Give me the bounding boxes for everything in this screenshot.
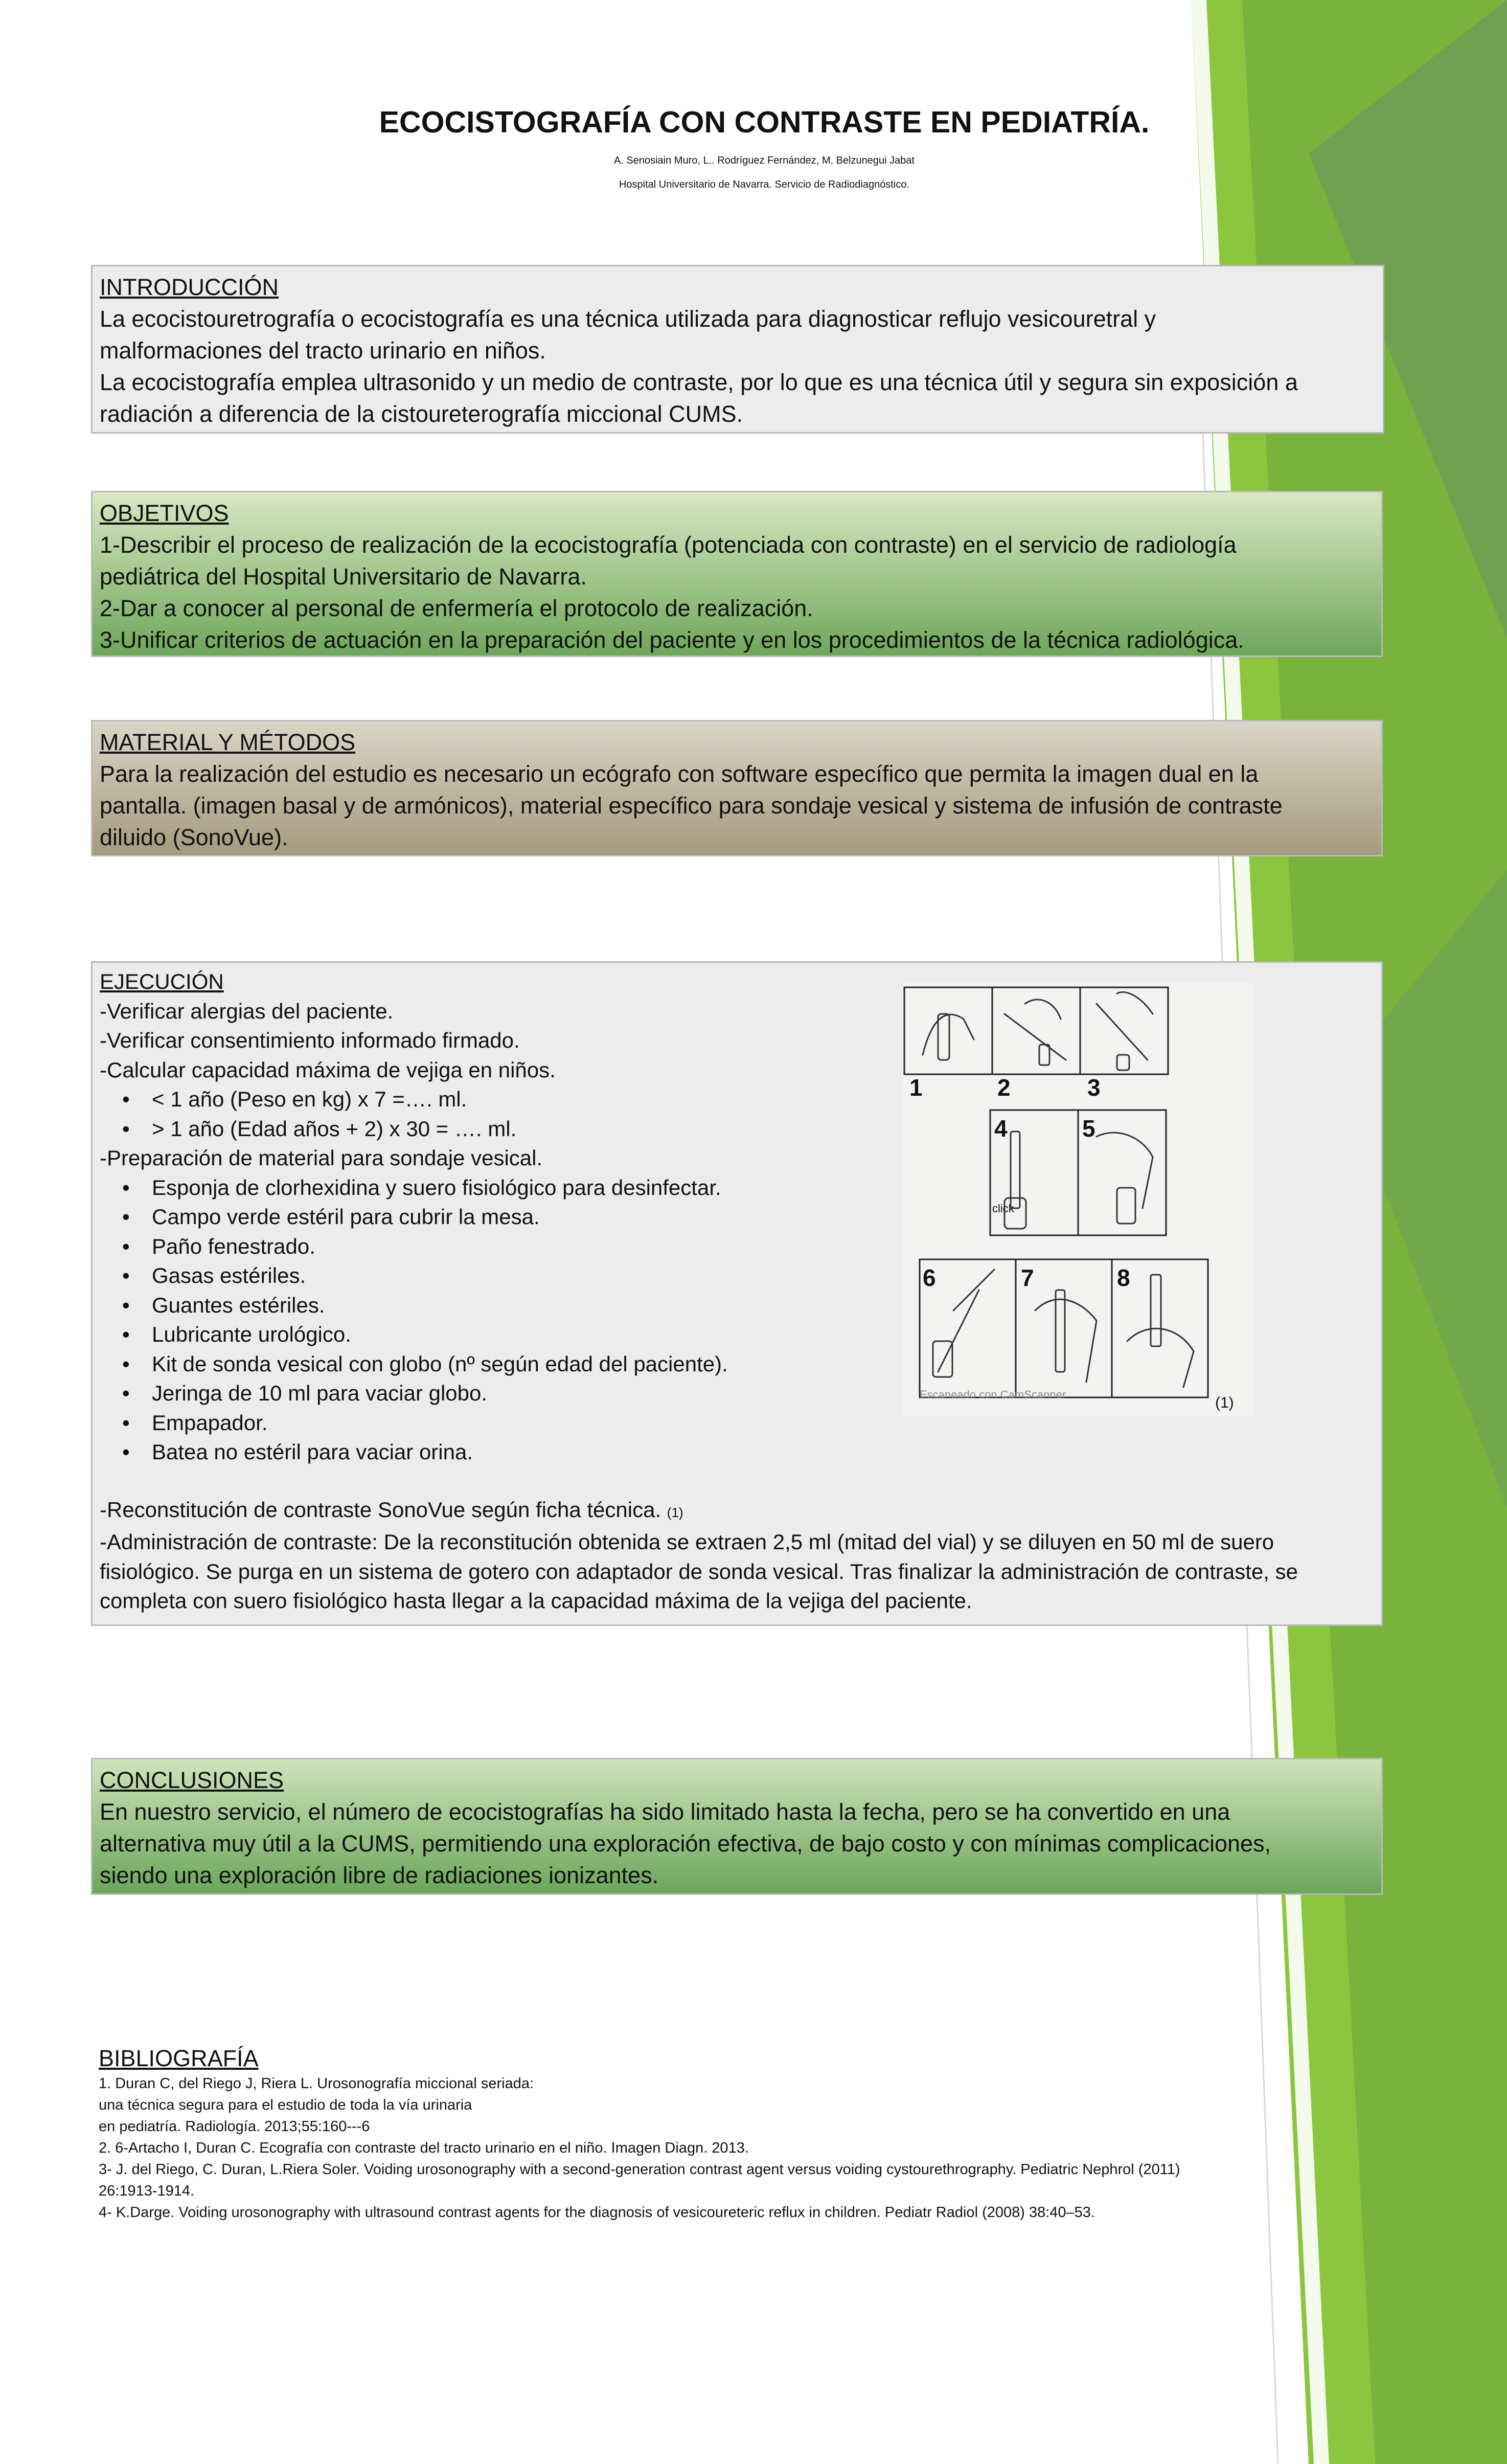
- reference-line: 26:1913-1914.: [99, 2183, 195, 2199]
- reference-line: 2. 6-Artacho I, Duran C. Ecografía con contraste del tracto urinario en el niño. Imagen Diagn. 2013.: [99, 2140, 749, 2156]
- bullet-item: • Kit de sonda vesical con globo (nº según edad del paciente).: [100, 1349, 1374, 1379]
- step-number: 1: [909, 1074, 923, 1101]
- text-line: diluido (SonoVue).: [100, 824, 288, 850]
- figure-reference: (1): [1215, 1394, 1234, 1411]
- institution: Hospital Universitario de Navarra. Servicio de Radiodiagnóstico.: [619, 179, 910, 190]
- reference-line: 3- J. del Riego, C. Duran, L.Riera Soler. Voiding urosonography with a second-generation contrast agent versus voiding cystourethrography. Pediatric Nephrol (2011): [99, 2161, 1180, 2178]
- text-line: pantalla. (imagen basal y de armónicos), material específico para sondaje vesical y sistema de infusión de contraste: [100, 793, 1283, 819]
- bullet-item: • Batea no estéril para vaciar orina.: [100, 1437, 1374, 1467]
- section-heading: EJECUCIÓN: [100, 969, 224, 993]
- step-number: 7: [1021, 1264, 1034, 1291]
- text-line: Para la realización del estudio es necesario un ecógrafo con software específico que permita la imagen dual en la: [100, 761, 1259, 787]
- material-metodos-section: [91, 720, 1383, 856]
- section-heading: INTRODUCCIÓN: [100, 274, 279, 300]
- section-heading: BIBLIOGRAFÍA: [99, 2045, 259, 2071]
- section-heading: CONCLUSIONES: [100, 1767, 284, 1793]
- text-line: malformaciones del tracto urinario en niños.: [100, 337, 546, 364]
- reference-line: 1. Duran C, del Riego J, Riera L. Urosonografía miccional seriada:: [99, 2075, 534, 2092]
- reference-line: en pediatría. Radiología. 2013;55:160---6: [99, 2118, 370, 2135]
- text-line: alternativa muy útil a la CUMS, permitiendo una exploración efectiva, de bajo costo y con mínimas complicaciones,: [100, 1830, 1271, 1857]
- step-text: -Preparación de material para sondaje vesical.: [100, 1146, 543, 1170]
- reference-line: una técnica segura para el estudio de toda la vía urinaria: [99, 2097, 472, 2113]
- step-number: 8: [1117, 1264, 1130, 1291]
- text-line: 1-Describir el proceso de realización de la ecocistografía (potenciada con contraste) en el servicio de radiología: [100, 532, 1237, 558]
- bullet-item: • Esponja de clorhexidina y suero fisiológico para desinfectar.: [100, 1173, 1374, 1203]
- bullet-item: • Jeringa de 10 ml para vaciar globo.: [100, 1378, 1374, 1408]
- text-line: 2-Dar a conocer al personal de enfermería el protocolo de realización.: [100, 595, 813, 621]
- reconstitution-text: -Reconstitución de contraste SonoVue según ficha técnica.: [100, 1497, 661, 1522]
- bullet-item: • Empapador.: [100, 1408, 1374, 1438]
- bullet-item: • Paño fenestrado.: [100, 1232, 1374, 1261]
- text-line: 3-Unificar criterios de actuación en la preparación del paciente y en los procedimientos de la técnica radiológica.: [100, 627, 1244, 653]
- step-number: 4: [994, 1115, 1008, 1142]
- step-number: 6: [923, 1264, 936, 1291]
- bullet-item: • < 1 año (Peso en kg) x 7 =…. ml.: [100, 1084, 1374, 1114]
- bullet-item: • Gasas estériles.: [100, 1261, 1374, 1291]
- scan-watermark: Escaneado con CamScanner: [920, 1388, 1066, 1401]
- section-heading: MATERIAL Y MÉTODOS: [100, 729, 356, 755]
- step-text: [100, 1495, 1374, 1528]
- click-label: click: [992, 1202, 1014, 1215]
- spacer: [100, 1467, 1374, 1495]
- bullet-item: • Guantes estériles.: [100, 1291, 1374, 1320]
- text-line: radiación a diferencia de la cistoureterografía miccional CUMS.: [100, 401, 743, 427]
- text-line: completa con suero fisiológico hasta llegar a la capacidad máxima de la vejiga del paciente.: [100, 1589, 972, 1613]
- step-text: -Calcular capacidad máxima de vejiga en niños.: [100, 1057, 556, 1082]
- reference-marker: (1): [667, 1504, 683, 1520]
- step-number: 2: [997, 1074, 1011, 1101]
- poster-title: ECOCISTOGRAFÍA CON CONTRASTE EN PEDIATRÍA.: [379, 105, 1150, 139]
- step-text: -Verificar consentimiento informado firmado.: [100, 1028, 520, 1052]
- text-line: -Administración de contraste: De la reconstitución obtenida se extraen 2,5 ml (mitad del vial) y se diluyen en 50 ml de suero: [100, 1530, 1274, 1554]
- bullet-item: • Campo verde estéril para cubrir la mesa.: [100, 1202, 1374, 1232]
- introduccion-section: [91, 265, 1384, 434]
- bullet-item: • Lubricante urológico.: [100, 1320, 1374, 1349]
- authors: A. Senosiain Muro, L.. Rodríguez Fernández, M. Belzunegui Jabat: [613, 155, 915, 166]
- objetivos-section: [91, 491, 1383, 657]
- text-line: fisiológico. Se purga en un sistema de gotero con adaptador de sonda vesical. Tras finalizar la administración de contraste, se: [100, 1559, 1298, 1584]
- text-line: La ecocistouretrografía o ecocistografía es una técnica utilizada para diagnosticar reflujo vesicouretral y: [100, 306, 1156, 332]
- text-line: pediátrica del Hospital Universitario de Navarra.: [100, 563, 587, 590]
- text-line: siendo una exploración libre de radiaciones ionizantes.: [100, 1862, 659, 1888]
- reference-line: 4- K.Darge. Voiding urosonography with ultrasound contrast agents for the diagnosis of vesicoureteric reflux in children. Pediatr Radiol (2008) 38:40–53.: [99, 2204, 1095, 2221]
- section-heading: OBJETIVOS: [100, 500, 229, 526]
- step-number: 3: [1087, 1074, 1101, 1101]
- bibliografia-section: [99, 2044, 1387, 2223]
- bullet-item: • > 1 año (Edad años + 2) x 30 = …. ml.: [100, 1114, 1374, 1144]
- step-number: 5: [1082, 1115, 1095, 1142]
- sonovue-reconstitution-illustration: [902, 983, 1254, 1416]
- text-line: En nuestro servicio, el número de ecocistografías ha sido limitado hasta la fecha, pero se ha convertido en una: [100, 1799, 1230, 1825]
- step-text: -Verificar alergias del paciente.: [100, 999, 394, 1023]
- conclusiones-section: [91, 1758, 1383, 1895]
- text-line: La ecocistografía emplea ultrasonido y un medio de contraste, por lo que es una técnica útil y segura sin exposición a: [100, 369, 1298, 395]
